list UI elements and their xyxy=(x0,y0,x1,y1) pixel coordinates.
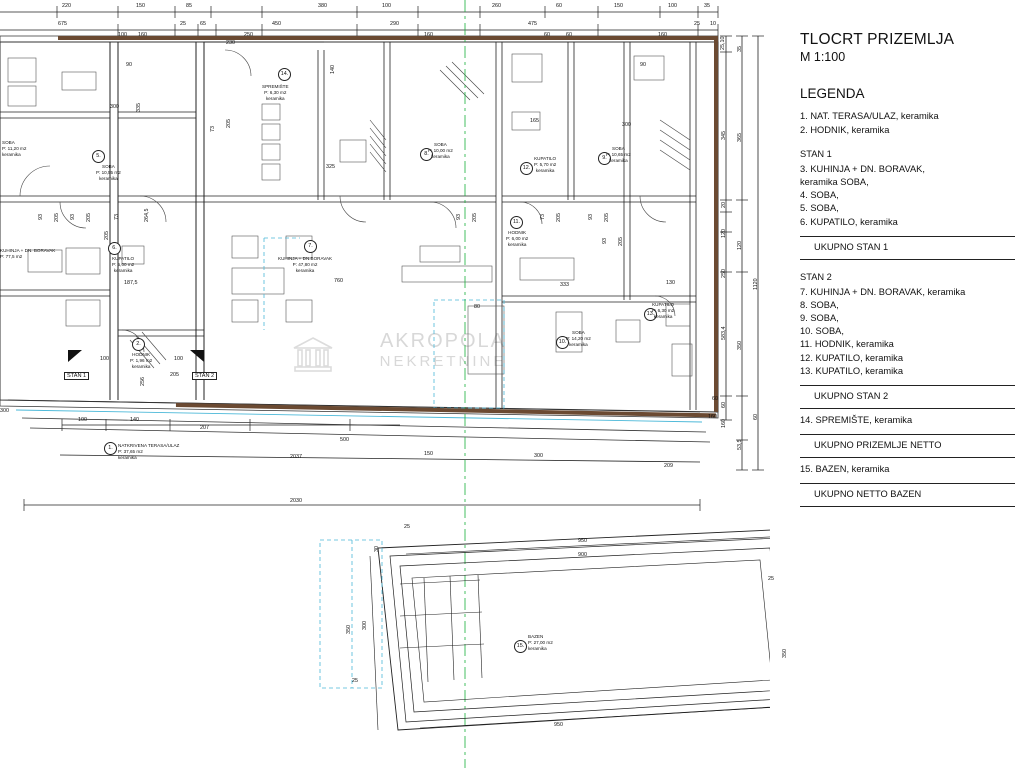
legend-item-3b: keramika SOBA, xyxy=(800,176,869,187)
legend-heading: LEGENDA xyxy=(800,86,865,102)
room-1-name: NATKRIVENA TERASA/ULAZ xyxy=(118,443,180,448)
room-15-area: P: 27,00 m2 xyxy=(528,640,553,646)
legend-divider-2 xyxy=(800,259,1015,260)
room-label-2 xyxy=(130,352,152,371)
room-bubble-8: 8. xyxy=(420,148,433,161)
room-label-14 xyxy=(262,84,289,103)
exterior-wall-top xyxy=(58,36,718,40)
dim-top-85: 85 xyxy=(186,3,192,9)
room-5-mat: keramika xyxy=(99,176,118,182)
legend-total-bazen: UKUPNO NETTO BAZEN xyxy=(814,489,922,500)
room-bubble-10: 10. xyxy=(556,336,569,349)
wall-marker-left xyxy=(68,350,82,362)
legend-item-10: 10. SOBA, xyxy=(800,326,844,337)
room-label-4 xyxy=(2,140,26,159)
room-5-name: SOBA xyxy=(102,164,115,169)
pool-dim-350b: 350 xyxy=(782,649,788,658)
dim-top2-25: 25 xyxy=(180,21,186,27)
pool-dim-25b: 25 xyxy=(768,576,774,582)
legend-divider-5 xyxy=(800,434,1015,435)
dim-s-2645: 264,5 xyxy=(144,208,150,222)
dim-bottom-100: 100 xyxy=(78,417,87,423)
room-7-name: KUHINJA + DN.BORAVAK xyxy=(278,256,333,261)
room-12-mat: keramika xyxy=(535,168,555,174)
pool-dim-300: 300 xyxy=(362,621,368,630)
label-stan-1: STAN 1 xyxy=(64,372,89,380)
legend-item-7: 7. KUHINJA + DN. BORAVAK, keramika xyxy=(800,286,966,297)
dim-right-2510: 25,10 xyxy=(720,36,726,50)
legend-total-prizemlje: UKUPNO PRIZEMLJE NETTO xyxy=(814,440,942,451)
legend-total-stan1: UKUPNO STAN 1 xyxy=(814,241,889,252)
dim-inner-160b: 160 xyxy=(424,32,433,38)
dim-right-35: 35 xyxy=(737,46,743,52)
dim-bottom-2030: 2030 xyxy=(290,498,302,504)
room-15-mat: keramika xyxy=(528,646,547,652)
dim-bottom-140: 140 xyxy=(130,417,139,423)
watermark-line1: AKROPOLA xyxy=(379,330,507,352)
pool-dim-950-bottom: 950 xyxy=(554,722,563,728)
room-3-name: KUHINJA + DN. BORAVAK xyxy=(0,248,56,253)
room-14-mat: keramika xyxy=(265,96,285,102)
legend-item-13: 13. KUPATILO, keramika xyxy=(800,365,903,376)
dim-top2-450: 450 xyxy=(272,21,281,27)
dim-s-335: 335 xyxy=(136,103,142,112)
pool-dim-950-top: 950 xyxy=(578,538,587,544)
dim-230: 230 xyxy=(226,40,235,46)
room-14-area: P: 6,30 m2 xyxy=(264,90,287,96)
dim-s-93b: 93 xyxy=(70,214,76,220)
dim-s-205h: 205 xyxy=(618,237,624,246)
room-bubble-7: 7. xyxy=(304,240,317,253)
dim-right-60: 60 xyxy=(721,402,727,408)
room-bubble-9: 9. xyxy=(598,152,611,165)
room-13-name: KUPATILO xyxy=(652,302,675,307)
room-bubble-11: 11. xyxy=(510,216,523,229)
dim-s-93d: 93 xyxy=(588,214,594,220)
legend-item-15: 15. BAZEN, keramika xyxy=(800,464,890,475)
dim-right-160: 160 xyxy=(721,419,727,428)
legend-item-9: 9. SOBA, xyxy=(800,313,839,324)
room-bubble-13: 13. xyxy=(644,308,657,321)
room-4-mat: keramika xyxy=(2,152,21,158)
exterior-wall-bottom xyxy=(176,403,716,417)
room-1-area: P: 37,65 m2 xyxy=(118,449,143,455)
legend-divider-4 xyxy=(800,408,1015,409)
room-4-area: P: 11,20 m2 xyxy=(2,146,27,152)
legend-title: TLOCRT PRIZEMLJA xyxy=(800,31,955,48)
room-label-9 xyxy=(606,146,631,165)
dim-s-100b: 100 xyxy=(174,356,183,362)
legend-total-stan2: UKUPNO STAN 2 xyxy=(814,391,889,401)
dim-s-73b: 73 xyxy=(210,126,216,132)
room-2-area: P: 1,96 m2 xyxy=(130,358,153,364)
dim-s-140: 140 xyxy=(330,65,336,74)
room-2-mat: keramika xyxy=(131,364,151,370)
room-15-name: BAZEN xyxy=(528,634,544,639)
dim-top-150: 150 xyxy=(136,3,145,9)
room-7-area: P: 47,80 m2 xyxy=(292,262,318,268)
dim-inner-60b: 60 xyxy=(566,32,572,38)
dim-s-205g: 205 xyxy=(604,213,610,222)
dim-s-130: 130 xyxy=(666,280,675,286)
dim-top2-290: 290 xyxy=(390,21,399,27)
dim-top2-475: 475 xyxy=(528,21,537,27)
room-6-mat: keramika xyxy=(113,268,133,274)
dim-right-5834: 583,4 xyxy=(721,326,727,340)
room-11-name: HODNIK xyxy=(508,230,527,235)
dim-s-256: 256 xyxy=(140,377,146,386)
pool-dim-30: 30 xyxy=(374,546,380,552)
room-2-name: HODNIK xyxy=(132,352,151,357)
room-13-area: P: 6,30 m2 xyxy=(652,308,675,314)
dim-s-300b: 300 xyxy=(622,122,631,128)
pool-dim-25c: 25 xyxy=(352,678,358,684)
room-11-mat: keramika xyxy=(507,242,527,248)
legend-item-11: 11. HODNIK, keramika xyxy=(800,339,894,350)
dim-right-350: 350 xyxy=(737,341,743,350)
dim-inner-160c: 160 xyxy=(658,32,667,38)
dim-right-120b: 120 xyxy=(737,241,743,250)
room-8-mat: keramika xyxy=(431,154,450,160)
dim-bottom-207: 207 xyxy=(200,425,209,431)
dim-right-1120: 1120 xyxy=(753,278,759,290)
dim-s-93e: 93 xyxy=(602,238,608,244)
room-bubble-2: 2. xyxy=(132,338,145,351)
dim-inner-90: 90 xyxy=(126,62,132,68)
dim-right-60b: 60 xyxy=(753,414,759,420)
room-10-area: P: 14,20 m2 xyxy=(566,336,591,342)
dim-right-365: 365 xyxy=(737,133,743,142)
room-12-name: KUPATILO xyxy=(534,156,557,161)
dim-bottom-500: 500 xyxy=(340,437,349,443)
dim-s-205a: 205 xyxy=(54,213,60,222)
room-bubble-5: 5. xyxy=(92,150,105,163)
room-label-1 xyxy=(118,443,179,462)
exterior-wall-right xyxy=(714,36,718,412)
room-label-3 xyxy=(0,248,55,260)
dim-top2-25b: 25 xyxy=(694,21,700,27)
room-4-name: SOBA xyxy=(2,140,15,145)
dim-top2-65: 65 xyxy=(200,21,206,27)
room-label-6 xyxy=(112,256,134,275)
dim-inner-60: 60 xyxy=(544,32,550,38)
legend-divider-3 xyxy=(800,385,1015,386)
room-bubble-12: 12. xyxy=(520,162,533,175)
pool-dim-900: 900 xyxy=(578,552,587,558)
dim-bottom-209: 209 xyxy=(664,463,673,469)
legend-divider-1 xyxy=(800,236,1015,237)
dim-s-160a: 160 xyxy=(708,414,717,420)
room-bubble-14: 14. xyxy=(278,68,291,81)
room-9-mat: keramika xyxy=(609,158,628,164)
room-8-name: SOBA xyxy=(434,142,447,147)
dim-right-345: 345 xyxy=(721,131,727,140)
pool-dim-25a: 25 xyxy=(404,524,410,530)
room-label-5 xyxy=(96,164,121,183)
dim-s-93c: 93 xyxy=(456,214,462,220)
dim-top-220: 220 xyxy=(62,3,71,9)
legend-stan1-heading: STAN 1 xyxy=(800,148,832,159)
room-9-area: P: 10,65 m2 xyxy=(606,152,631,158)
room-label-15 xyxy=(528,634,553,653)
room-10-mat: keramika xyxy=(569,342,588,348)
dim-s-205e: 205 xyxy=(472,213,478,222)
room-label-13 xyxy=(652,302,674,321)
dim-top-100: 100 xyxy=(382,3,391,9)
room-label-10 xyxy=(566,330,591,349)
dim-s-205d: 205 xyxy=(226,119,232,128)
dim-s-60a: 60 xyxy=(712,396,718,402)
legend-scale: M 1:100 xyxy=(800,50,846,65)
dim-90-right: 90 xyxy=(640,62,646,68)
room-6-name: KUPATILO xyxy=(112,256,135,261)
dim-s-73c: 73 xyxy=(540,214,546,220)
dim-s-1875: 187,5 xyxy=(124,280,138,286)
wall-marker-right xyxy=(190,350,204,362)
room-1-mat: keramika xyxy=(118,455,137,461)
dim-top2-10: 10 xyxy=(710,21,716,27)
legend-item-6: 6. KUPATILO, keramika xyxy=(800,216,898,227)
dim-inner-100: 100 xyxy=(118,32,127,38)
legend-divider-8 xyxy=(800,506,1015,507)
dim-inner-250: 250 xyxy=(244,32,253,38)
pool-dim-350a: 350 xyxy=(346,625,352,634)
dim-s-300c: 300 xyxy=(0,408,9,414)
dim-top-260: 260 xyxy=(492,3,501,9)
legend-stan2-heading: STAN 2 xyxy=(800,271,832,282)
legend-divider-7 xyxy=(800,483,1015,484)
dim-s-80: 80 xyxy=(474,304,480,310)
dim-bottom-300: 300 xyxy=(534,453,543,459)
dim-right-250: 250 xyxy=(721,269,727,278)
dim-top-35: 35 xyxy=(704,3,710,9)
room-9-name: SOBA xyxy=(612,146,625,151)
dim-top-100b: 100 xyxy=(668,3,677,9)
watermark-logo-icon xyxy=(292,336,334,374)
dim-right-120: 120 xyxy=(721,229,727,238)
room-5-area: P: 10,55 m2 xyxy=(96,170,121,176)
room-label-8 xyxy=(428,142,453,161)
dim-s-205f: 205 xyxy=(556,213,562,222)
dim-s-300: 300 xyxy=(110,104,119,110)
dim-s-100a: 100 xyxy=(100,356,109,362)
legend-panel xyxy=(800,30,1015,512)
room-bubble-1: 1. xyxy=(104,442,117,455)
room-13-mat: keramika xyxy=(653,314,673,320)
dim-inner-160: 160 xyxy=(138,32,147,38)
dim-top2-675: 675 xyxy=(58,21,67,27)
room-10-name: SOBA xyxy=(572,330,585,335)
legend-item-14: 14. SPREMIŠTE, keramika xyxy=(800,415,913,425)
legend-item-12: 12. KUPATILO, keramika xyxy=(800,352,903,363)
dim-right-535: 53,5 xyxy=(737,439,743,450)
dim-s-205b: 205 xyxy=(86,213,92,222)
dim-right-20: 20 xyxy=(721,202,727,208)
legend-item-4: 4. SOBA, xyxy=(800,190,839,201)
room-bubble-15: 15. xyxy=(514,640,527,653)
room-7-mat: keramika xyxy=(295,268,315,274)
label-stan-2: STAN 2 xyxy=(192,372,217,380)
dim-s-73: 73 xyxy=(114,214,120,220)
dim-s-93a: 93 xyxy=(38,214,44,220)
legend-item-8: 8. SOBA, xyxy=(800,299,839,310)
dim-s-325: 325 xyxy=(326,164,335,170)
dim-top-380: 380 xyxy=(318,3,327,9)
legend-item-3: 3. KUHINJA + DN. BORAVAK, xyxy=(800,163,925,174)
dim-s-205c: 205 xyxy=(104,231,110,240)
dim-bottom-2037: 2037 xyxy=(290,454,302,460)
dim-bottom-150: 150 xyxy=(424,451,433,457)
room-14-name: SPREMIŠTE xyxy=(262,84,289,89)
legend-divider-6 xyxy=(800,457,1015,458)
room-label-11 xyxy=(506,230,528,249)
dim-s-165: 165 xyxy=(530,118,539,124)
room-label-12 xyxy=(534,156,556,175)
dim-s-760: 760 xyxy=(334,278,343,284)
room-12-area: P: 5,70 m2 xyxy=(534,162,557,168)
room-8-area: P: 10,00 m2 xyxy=(428,148,453,154)
dim-s-205i: 205 xyxy=(170,372,179,378)
room-3-area: P: 77,5 m2 xyxy=(0,254,23,260)
room-6-area: P: 5,00 m2 xyxy=(112,262,135,268)
room-bubble-6: 6. xyxy=(108,242,121,255)
legend-item-1: 1. NAT. TERASA/ULAZ, keramika xyxy=(800,111,939,122)
legend-item-5: 5. SOBA, xyxy=(800,203,839,214)
dim-s-333: 333 xyxy=(560,282,569,288)
watermark-line2: NEKRETNINE xyxy=(379,353,507,370)
dim-top-150b: 150 xyxy=(614,3,623,9)
dim-top-60: 60 xyxy=(556,3,562,9)
room-label-7 xyxy=(278,256,332,275)
room-11-area: P: 6,00 m2 xyxy=(506,236,529,242)
legend-item-2: 2. HODNIK, keramika xyxy=(800,124,890,135)
